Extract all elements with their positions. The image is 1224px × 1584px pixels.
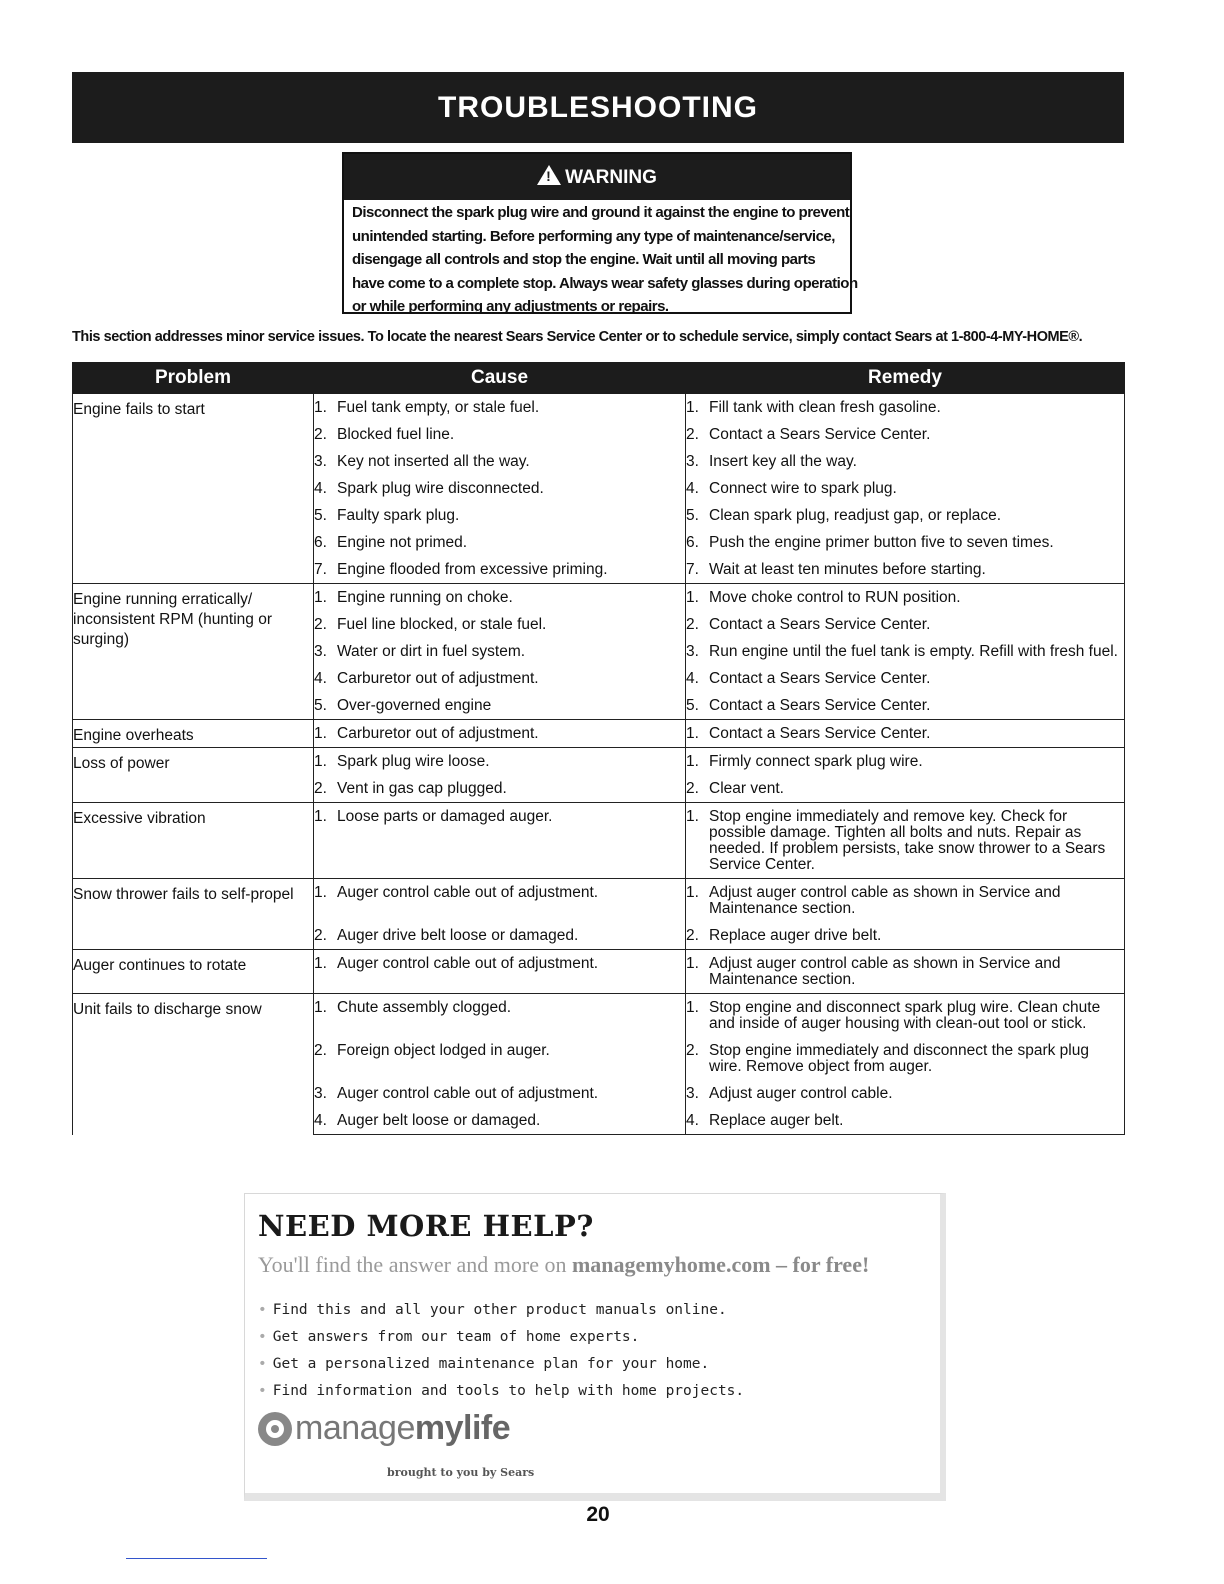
remedy-cell [686,720,1125,748]
footer-rule [126,1558,267,1559]
header-problem: Problem [73,363,314,394]
table-body [73,394,1125,1135]
warning-line: unintended starting. Before performing any type of maintenance/service, [352,227,835,245]
header-cause: Cause [314,363,686,394]
cause-number: 1. [314,589,327,606]
cause-text: Engine not primed. [337,534,468,551]
cause-number: 1. [314,999,327,1016]
cause-cell [314,1107,686,1135]
list-item [258,1324,744,1351]
bullet-icon: • [258,1356,267,1372]
list-item [258,1351,744,1378]
remedy-cell [686,879,1125,923]
table-row [73,950,1125,994]
remedy-cell [686,502,1125,529]
cause-text: Fuel line blocked, or stale fuel. [337,616,547,633]
cause-text: Faulty spark plug. [337,507,460,524]
cause-text: Water or dirt in fuel system. [337,643,526,660]
cause-cell [314,720,686,748]
remedy-number: 1. [686,808,699,825]
bullet-icon: • [258,1302,267,1318]
problem-cell [73,879,314,950]
managemylife-logo [258,1409,510,1448]
problem-text: Auger continues to rotate [73,957,247,974]
table-row [73,803,1125,879]
warning-text [344,200,858,319]
cause-text: Spark plug wire loose. [337,753,490,770]
remedy-text: Stop engine immediately and disconnect the spark plug wire. Remove object from auger. [709,1042,1089,1075]
cause-text: Auger control cable out of adjustment. [337,1085,599,1102]
help-bullet-list [258,1297,744,1405]
remedy-cell [686,611,1125,638]
table-row [73,584,1125,612]
remedy-cell [686,665,1125,692]
cause-number: 4. [314,670,327,687]
help-title: NEED MORE HELP? [258,1209,594,1243]
remedy-number: 1. [686,725,699,742]
cause-number: 1. [314,725,327,742]
bullet-icon: • [258,1383,267,1399]
remedy-number: 7. [686,561,699,578]
remedy-number: 4. [686,670,699,687]
table-row [73,879,1125,923]
remedy-text: Contact a Sears Service Center. [709,426,931,443]
cause-cell [314,950,686,994]
cause-cell [314,665,686,692]
logo-text-bold: mylife [414,1409,511,1447]
cause-number: 2. [314,1042,327,1059]
cause-cell [314,421,686,448]
remedy-text: Adjust auger control cable as shown in Service and Maintenance section. [709,884,1061,917]
cause-number: 1. [314,753,327,770]
problem-cell [73,394,314,584]
problem-cell [73,584,314,720]
problem-text: Engine overheats [73,727,194,744]
remedy-cell [686,922,1125,950]
remedy-text: Push the engine primer button five to seven times. [709,534,1054,551]
cause-number: 1. [314,808,327,825]
remedy-text: Stop engine and disconnect spark plug wire. Clean chute and inside of auger housing with clean-out tool or stick. [709,999,1101,1032]
remedy-cell [686,421,1125,448]
remedy-text: Contact a Sears Service Center. [709,725,931,742]
bullet-text: Get answers from our team of home experts. [272,1329,640,1345]
cause-number: 4. [314,480,327,497]
remedy-text: Adjust auger control cable as shown in Service and Maintenance section. [709,955,1061,988]
remedy-cell [686,950,1125,994]
cause-text: Carburetor out of adjustment. [337,725,539,742]
cause-text: Over-governed engine [337,697,492,714]
remedy-cell [686,1107,1125,1135]
cause-cell [314,1037,686,1080]
warning-triangle-icon [537,165,561,185]
remedy-cell [686,1080,1125,1107]
cause-text: Blocked fuel line. [337,426,455,443]
cause-number: 2. [314,927,327,944]
remedy-text: Stop engine immediately and remove key. Check for possible damage. Tighten all bolts and nuts. Repair as needed. If problem persists, take snow thrower to a Sears Service Center. [709,808,1106,873]
cause-cell [314,994,686,1038]
cause-text: Engine flooded from excessive priming. [337,561,608,578]
remedy-number: 5. [686,697,699,714]
remedy-number: 3. [686,453,699,470]
page-banner: TROUBLESHOOTING [72,72,1124,143]
remedy-cell [686,748,1125,776]
remedy-text: Run engine until the fuel tank is empty. Refill with fresh fuel. [709,643,1118,660]
cause-text: Foreign object lodged in auger. [337,1042,550,1059]
remedy-text: Clean spark plug, readjust gap, or replace. [709,507,1002,524]
cause-text: Auger control cable out of adjustment. [337,955,599,972]
brought-by-text: brought to you by Sears [387,1466,535,1479]
cause-number: 2. [314,616,327,633]
remedy-number: 1. [686,589,699,606]
remedy-cell [686,1037,1125,1080]
cause-number: 6. [314,534,327,551]
table-row [73,994,1125,1038]
remedy-number: 1. [686,999,699,1016]
warning-line: have come to a complete stop. Always wear safety glasses during operation [352,274,858,292]
cause-text: Spark plug wire disconnected. [337,480,544,497]
warning-heading-text: WARNING [565,167,657,188]
remedy-cell [686,775,1125,803]
logo-text-light: manage [295,1409,415,1447]
bullet-icon: • [258,1329,267,1345]
problem-text: Snow thrower fails to self-propel [73,886,294,903]
remedy-text: Contact a Sears Service Center. [709,697,931,714]
remedy-text: Fill tank with clean fresh gasoline. [709,399,941,416]
cause-text: Loose parts or damaged auger. [337,808,553,825]
remedy-text: Insert key all the way. [709,453,857,470]
cause-text: Key not inserted all the way. [337,453,530,470]
remedy-text: Contact a Sears Service Center. [709,670,931,687]
list-item [258,1378,744,1405]
remedy-cell [686,638,1125,665]
cause-text: Auger control cable out of adjustment. [337,884,599,901]
cause-cell [314,611,686,638]
table-row [73,720,1125,748]
cause-number: 2. [314,426,327,443]
cause-number: 1. [314,399,327,416]
warning-heading [344,154,850,200]
problem-cell [73,748,314,803]
help-site-link[interactable]: managemyhome.com [571,1252,771,1277]
cause-text: Vent in gas cap plugged. [337,780,507,797]
cause-text: Fuel tank empty, or stale fuel. [337,399,540,416]
logo-circle-icon [258,1412,292,1446]
table-row [73,748,1125,776]
remedy-cell [686,556,1125,584]
cause-number: 4. [314,1112,327,1129]
cause-cell [314,803,686,879]
remedy-cell [686,529,1125,556]
remedy-number: 2. [686,616,699,633]
cause-cell [314,775,686,803]
remedy-number: 1. [686,955,699,972]
problem-text: Loss of power [73,755,170,772]
problem-text: Excessive vibration [73,810,206,827]
remedy-cell [686,394,1125,422]
remedy-cell [686,584,1125,612]
cause-text: Carburetor out of adjustment. [337,670,539,687]
intro-text: This section addresses minor service issues. To locate the nearest Sears Service Center or to schedule service, simply contact Sears at 1-800-4-MY-HOME®. [72,329,1083,345]
cause-text: Chute assembly clogged. [337,999,512,1016]
bullet-text: Get a personalized maintenance plan for your home. [272,1356,710,1372]
cause-cell [314,692,686,720]
cause-cell [314,879,686,923]
remedy-text: Wait at least ten minutes before starting. [709,561,986,578]
remedy-number: 2. [686,1042,699,1059]
cause-cell [314,638,686,665]
remedy-cell [686,803,1125,879]
problem-text: Unit fails to discharge snow [73,1001,262,1018]
cause-number: 2. [314,780,327,797]
bullet-text: Find this and all your other product manuals online. [272,1302,727,1318]
remedy-cell [686,475,1125,502]
remedy-number: 3. [686,1085,699,1102]
remedy-number: 1. [686,399,699,416]
remedy-cell [686,692,1125,720]
remedy-cell [686,994,1125,1038]
problem-cell [73,950,314,994]
cause-number: 3. [314,1085,327,1102]
cause-text: Auger belt loose or damaged. [337,1112,541,1129]
troubleshooting-table [72,362,1125,1135]
cause-number: 1. [314,955,327,972]
cause-cell [314,502,686,529]
page-number: 20 [586,1503,610,1526]
remedy-number: 5. [686,507,699,524]
remedy-text: Replace auger drive belt. [709,927,882,944]
remedy-number: 1. [686,884,699,901]
remedy-text: Replace auger belt. [709,1112,844,1129]
remedy-number: 6. [686,534,699,551]
warning-line: disengage all controls and stop the engine. Wait until all moving parts [352,251,816,268]
remedy-text: Connect wire to spark plug. [709,480,897,497]
cause-cell [314,584,686,612]
remedy-number: 2. [686,780,699,797]
list-item [258,1297,744,1324]
remedy-number: 3. [686,643,699,660]
remedy-cell [686,448,1125,475]
problem-cell [73,994,314,1135]
cause-cell [314,529,686,556]
cause-cell [314,1080,686,1107]
cause-text: Auger drive belt loose or damaged. [337,927,579,944]
cause-cell [314,922,686,950]
bullet-text: Find information and tools to help with home projects. [272,1383,745,1399]
remedy-number: 4. [686,1112,699,1129]
help-subtitle [258,1252,869,1278]
remedy-text: Clear vent. [709,780,784,797]
cause-number: 7. [314,561,327,578]
remedy-number: 1. [686,753,699,770]
header-remedy: Remedy [686,363,1125,394]
problem-cell [73,720,314,748]
remedy-number: 4. [686,480,699,497]
problem-text: Engine fails to start [73,401,205,418]
cause-text: Engine running on choke. [337,589,513,606]
cause-number: 3. [314,643,327,660]
remedy-text: Adjust auger control cable. [709,1085,893,1102]
cause-number: 3. [314,453,327,470]
remedy-number: 2. [686,426,699,443]
cause-cell [314,475,686,502]
help-subtitle-tail: – for free! [770,1252,870,1277]
warning-line: or while performing any adjustments or repairs. [352,298,669,315]
remedy-text: Move choke control to RUN position. [709,589,961,606]
logo-text [295,1409,510,1448]
cause-number: 5. [314,697,327,714]
cause-number: 1. [314,884,327,901]
help-subtitle-lead: You'll find the answer and more on [258,1252,572,1277]
table-row [73,394,1125,422]
warning-box [342,152,858,315]
remedy-text: Firmly connect spark plug wire. [709,753,923,770]
cause-cell [314,394,686,422]
cause-cell [314,448,686,475]
remedy-text: Contact a Sears Service Center. [709,616,931,633]
problem-cell [73,803,314,879]
warning-line: Disconnect the spark plug wire and ground it against the engine to prevent [352,204,850,221]
cause-cell [314,556,686,584]
cause-number: 5. [314,507,327,524]
remedy-number: 2. [686,927,699,944]
cause-cell [314,748,686,776]
problem-text: Engine running erratically/ inconsistent RPM (hunting or surging) [73,591,273,648]
help-box [244,1193,946,1501]
